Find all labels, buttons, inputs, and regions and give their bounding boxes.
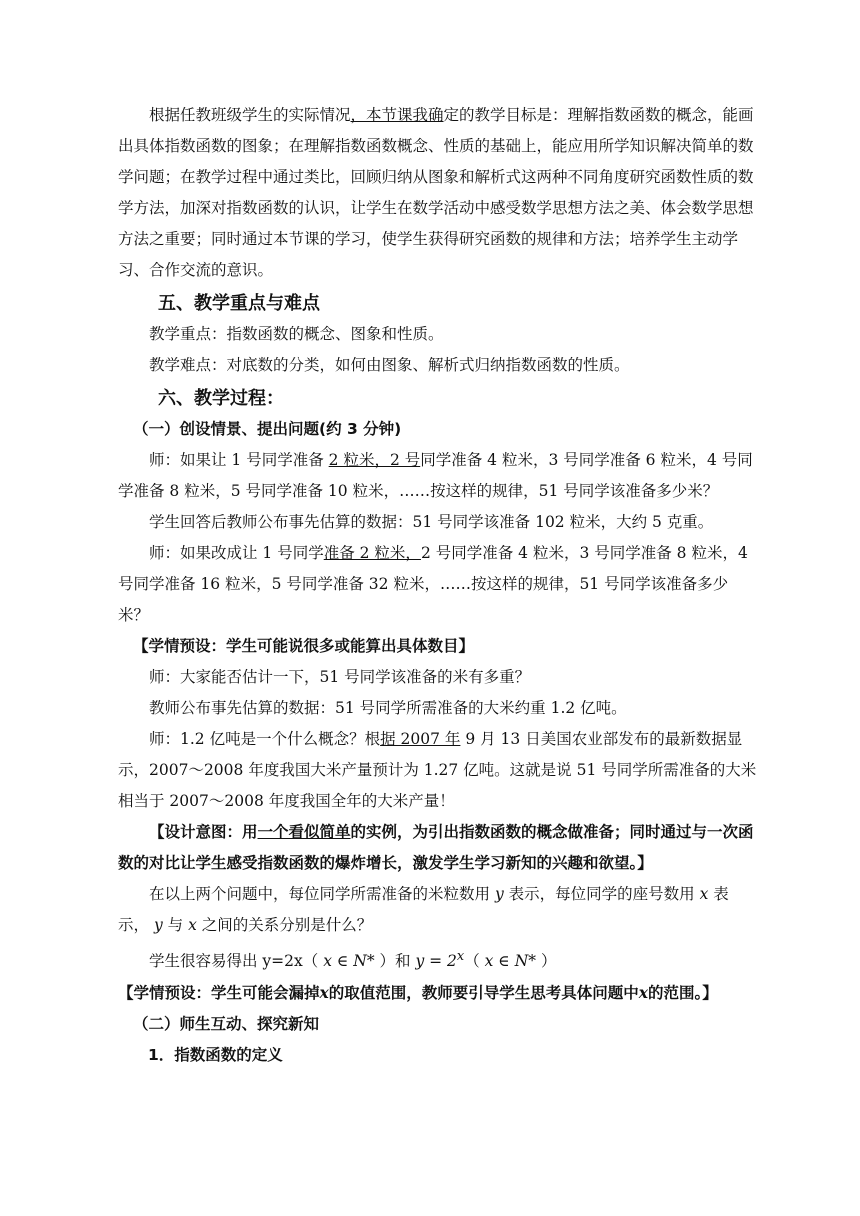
design-intent-paragraph bbox=[118, 817, 758, 879]
question-1-text-end: 同学准备 4 粒米，3 号同学准备 6 粒米，4 号同学准备 8 粒米，5 号同学准备 10 粒米，……按这样的规律，51 号同学该准备多少米？ bbox=[118, 451, 753, 500]
note-2-text-a: 【学情预设：学生可能会漏掉 bbox=[118, 984, 320, 1003]
answer-2-paragraph: 教师公布事先估算的数据：51 号同学所需准备的大米约重 1.2 亿吨。 bbox=[149, 699, 627, 717]
math-variable-y: y bbox=[153, 916, 163, 934]
question-5-text-d: 与 bbox=[162, 916, 189, 934]
section-heading-5: 五、教学重点与难点 bbox=[158, 293, 320, 314]
subsection-heading-3: 1．指数函数的定义 bbox=[148, 1046, 283, 1065]
math-variable-x: x bbox=[638, 983, 649, 1003]
question-2-text-start: 师：如果改成让 1 号同学 bbox=[149, 544, 324, 562]
question-2-underlined-text: 准备 2 粒米， bbox=[323, 544, 421, 562]
math-domain-expression: x ∈ N* bbox=[323, 952, 375, 971]
question-4-underlined-text: 据 2007 年 bbox=[380, 730, 461, 748]
design-intent-text-start: 【设计意图：用 bbox=[149, 823, 258, 841]
math-domain-expression: x ∈ N* bbox=[484, 952, 537, 971]
question-5-text-c: 表示， bbox=[118, 885, 729, 934]
question-5-text-b: 表示，每位同学的座号数用 bbox=[503, 885, 700, 903]
note-2-text-c: 的范围。】 bbox=[648, 984, 718, 1003]
question-1-text-start: 师：如果让 1 号同学准备 bbox=[149, 451, 329, 469]
difficult-point-paragraph: 教学难点：对底数的分类，如何由图象、解析式归纳指数函数的性质。 bbox=[149, 356, 630, 374]
math-exponent: x bbox=[456, 949, 465, 964]
subsection-heading-2: （二）师生互动、探究新知 bbox=[133, 1015, 320, 1034]
design-intent-text-end: 的实例，为引出指数函数的概念做准备；同时通过与一次函数的对比让学生感受指数函数的爆炸增长，激发学生学习新知的兴趣和欲望。】 bbox=[118, 823, 754, 872]
question-1-underlined-text: 2 粒米，2 号 bbox=[328, 451, 421, 469]
design-intent-underlined-text: 一个看似简单 bbox=[257, 823, 351, 841]
note-1-paragraph: 【学情预设：学生可能说很多或能算出具体数目】 bbox=[133, 637, 475, 655]
question-2-text-end: 2 号同学准备 4 粒米，3 号同学准备 8 粒米，4 号同学准备 16 粒米，5 号同学准备 32 粒米，……按这样的规律，51 号同学该准备多少米？ bbox=[118, 544, 748, 624]
answer-3-text-d: ） bbox=[536, 952, 557, 971]
answer-3-text-c: （ bbox=[464, 952, 485, 971]
section-heading-6: 六、教学过程： bbox=[158, 388, 284, 409]
objectives-text-end: 定的教学目标是：理解指数函数的概念，能画出具体指数函数的图象；在理解指数函数概念、性质的基础上，能应用所学知识解决简单的数学问题；在教学过程中通过类比，回顾归纳从图象和解析式这两种不同角度研究函数性质的数学方法，加深对指数函数的认识，让学生在数学活动中感受数学思想方法之美、体会数学思想方法之重要；同时通过本节课的学习，使学生获得研究函数的规律和方法；培养学生主动学习、合作交流的意识。 bbox=[118, 106, 754, 279]
question-2-paragraph bbox=[118, 538, 758, 631]
math-variable-x: x bbox=[319, 983, 329, 1003]
document-body bbox=[118, 100, 758, 1071]
note-2-text-b: 的取值范围，教师要引导学生思考具体问题中 bbox=[328, 984, 639, 1003]
note-2-paragraph bbox=[118, 977, 758, 1009]
answer-3-paragraph bbox=[118, 941, 758, 977]
answer-1-paragraph: 学生回答后教师公布事先估算的数据：51 号同学该准备 102 粒米，大约 5 克重。 bbox=[149, 513, 714, 531]
math-variable-x: x bbox=[188, 916, 197, 934]
math-exponential-base: y = 2 bbox=[415, 952, 457, 971]
answer-3-text-b: ）和 bbox=[374, 952, 416, 971]
question-5-paragraph bbox=[118, 879, 758, 941]
question-5-text-e: 之间的关系分别是什么？ bbox=[196, 916, 373, 934]
subsection-heading-1: （一）创设情景、提出问题(约 3 分钟) bbox=[133, 420, 402, 438]
math-variable-y: y bbox=[494, 885, 504, 903]
question-4-paragraph bbox=[118, 724, 758, 817]
objectives-underlined-text: ，本节课我确 bbox=[350, 106, 444, 124]
objectives-paragraph bbox=[118, 100, 758, 286]
question-1-paragraph bbox=[118, 445, 758, 507]
key-point-paragraph: 教学重点：指数函数的概念、图象和性质。 bbox=[149, 325, 444, 343]
question-5-text-a: 在以上两个问题中，每位同学所需准备的米粒数用 bbox=[149, 885, 495, 903]
answer-3-text-a: 学生很容易得出 y=2x（ bbox=[149, 952, 324, 971]
objectives-text-start: 根据任教班级学生的实际情况 bbox=[149, 106, 351, 124]
question-3-paragraph: 师：大家能否估计一下，51 号同学该准备的米有多重？ bbox=[149, 668, 531, 686]
question-4-text-end: 9 月 13 日美国农业部发布的最新数据显示，2007～2008 年度我国大米产量预计为 1.27 亿吨。这就是说 51 号同学所需准备的大米相当于 2007～2008 年度我国全年的大米产量！ bbox=[118, 730, 757, 810]
question-4-text-start: 师：1.2 亿吨是一个什么概念？根 bbox=[149, 730, 381, 748]
math-variable-x: x bbox=[699, 885, 709, 903]
